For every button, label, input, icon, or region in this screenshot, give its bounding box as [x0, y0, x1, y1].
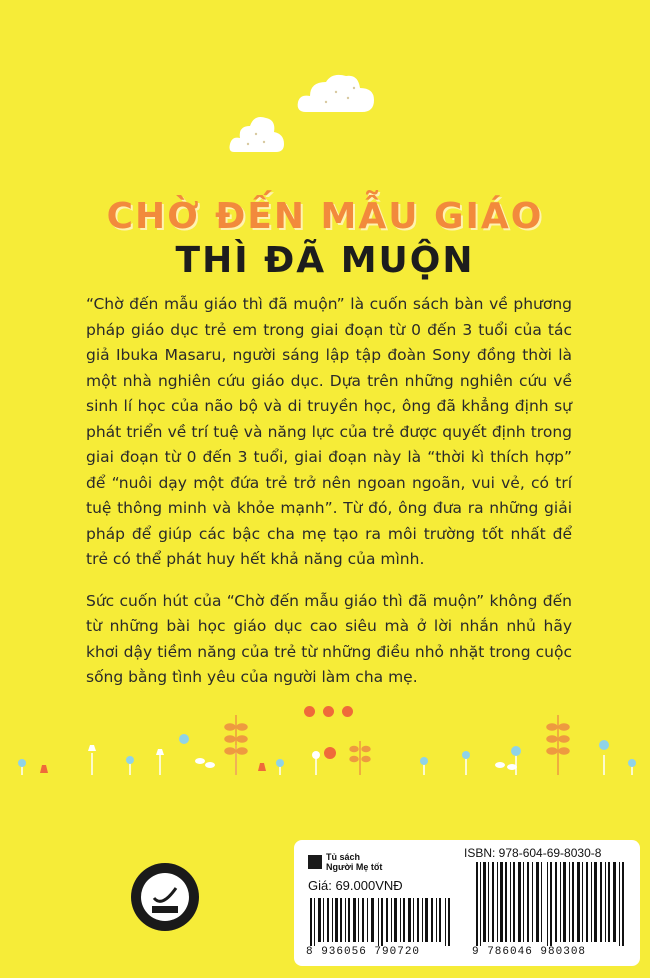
barcode-right-number: 9 786046 980308	[472, 946, 587, 958]
barcode-right	[472, 862, 628, 946]
barcode-left	[306, 898, 456, 946]
price-label: Giá: 69.000VNĐ	[308, 878, 403, 893]
isbn-label: ISBN: 978-604-69-8030-8	[464, 846, 602, 860]
publisher-logo	[130, 862, 200, 932]
barcode-left-number: 8 936056 790720	[306, 946, 421, 958]
series-line2: Người Mẹ tốt	[326, 862, 383, 872]
book-title-line2: THÌ ĐÃ MUỘN	[175, 240, 475, 281]
series-line1: Tủ sách	[326, 852, 361, 862]
barcode-panel	[294, 840, 640, 966]
plants-illustration	[0, 705, 650, 785]
cloud-large-icon	[296, 72, 376, 114]
description-paragraph-1: “Chờ đến mẫu giáo thì đã muộn” là cuốn sách bàn về phương pháp giáo dục trẻ em trong giai đoạn từ 0 đến 3 tuổi của tác giả Ibuka Masaru, người sáng lập tập đoàn Sony đồng thời là một nhà nghiên cứu giáo dục. Dựa trên những nghiên cứu về sinh lí học của não bộ và di truyền học, ông đã khẳng định sự phát triển về trí tuệ và năng lực của trẻ được quyết định trong giai đoạn từ 0 đến 3 tuổi, giai đoạn này là “thời kì thích hợp” để “nuôi dạy một đứa trẻ trở nên ngoan ngoãn, vui vẻ, có trí tuệ thông minh và khỏe mạnh”. Từ đó, ông đưa ra những giải pháp để giúp các bậc cha mẹ tạo ra môi trường tốt nhất để trẻ có thể phát huy hết khả năng của mình.	[86, 295, 572, 568]
description	[86, 292, 572, 707]
book-title-line1: CHỜ ĐẾN MẪU GIÁO	[106, 196, 544, 237]
book-icon	[308, 855, 322, 869]
cloud-small-icon	[228, 110, 286, 154]
description-paragraph-2: Sức cuốn hút của “Chờ đến mẫu giáo thì đã muộn” không đến từ những bài học giáo dục cao siêu mà ở lời nhắn nhủ hãy khơi dậy tiềm năng của trẻ từ những điều nhỏ nhặt trong cuộc sống bằng tình yêu của người làm cha mẹ.	[86, 591, 572, 686]
series-label	[308, 852, 382, 872]
